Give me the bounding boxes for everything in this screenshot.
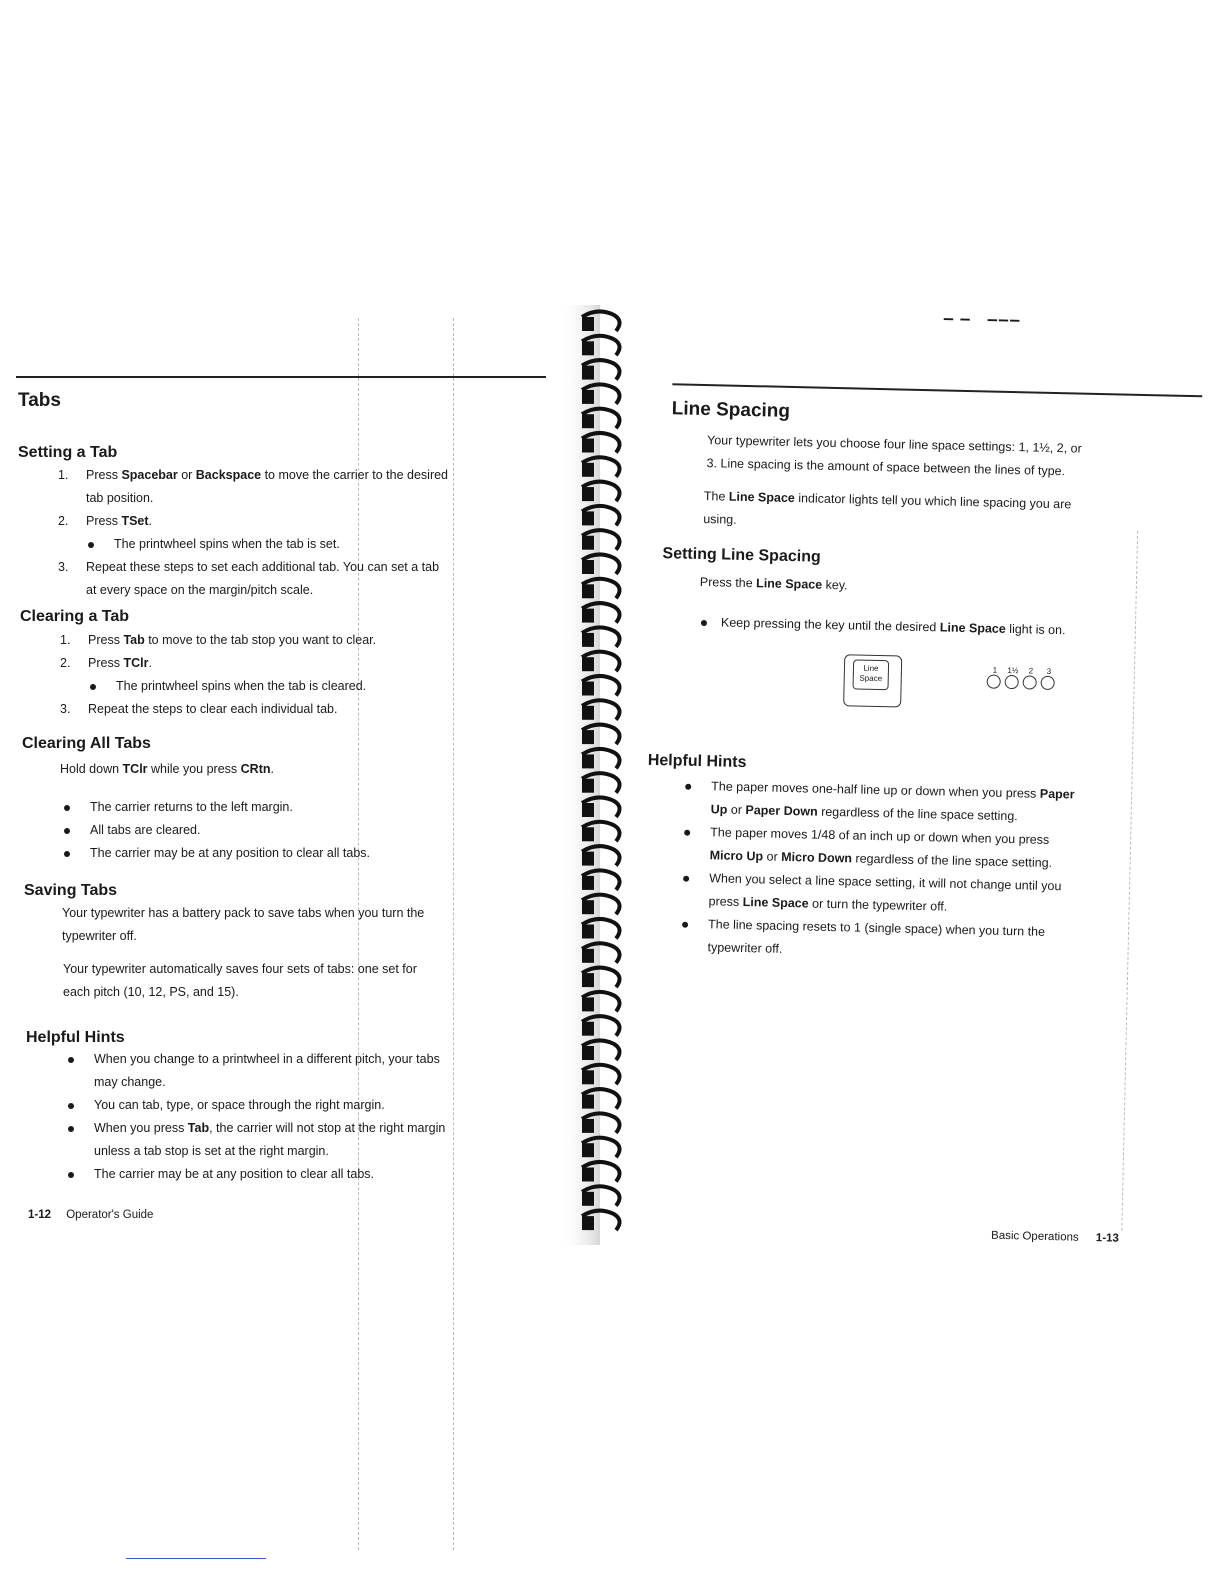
left-title-rule: [16, 376, 546, 378]
left-hint-item: You can tab, type, or space through the right margin.: [94, 1094, 564, 1117]
right-hints-list: [707, 775, 1181, 970]
bottom-underline: [126, 1558, 266, 1559]
binding-hole: [584, 586, 592, 596]
binding-hole: [584, 343, 592, 353]
line-space-indicator-lights: [986, 665, 1060, 690]
line-spacing-intro: Your typewriter lets you choose four line space settings: 1, 1½, 2, or 3. Line spacing is the amount of space between the lines of type.: [706, 433, 1082, 479]
setting-step-3: 3. Repeat these steps to set each additional tab. You can set a tab at every space on the margin/pitch scale.: [58, 560, 440, 597]
clearing-all-heading: Clearing All Tabs: [22, 735, 151, 752]
setting-tab-heading: Setting a Tab: [18, 444, 118, 461]
binding-hole: [584, 416, 592, 426]
binding-hole: [584, 1194, 592, 1204]
binding-hole: [584, 1218, 592, 1228]
setting-line-spacing-heading: Setting Line Spacing: [662, 545, 821, 566]
left-footer-label: Operator's Guide: [66, 1209, 154, 1221]
left-hints-heading: Helpful Hints: [26, 1029, 125, 1046]
left-hint-item: The carrier may be at any position to clear all tabs.: [94, 1163, 564, 1186]
binding-hole: [584, 1145, 592, 1155]
indicator-led: [1023, 675, 1037, 689]
right-hint-item: The paper moves one-half line up or down when you press Paper Up or Paper Down regardless of the line space setting.: [710, 775, 1181, 832]
binding-hole: [584, 829, 592, 839]
setting-line-spacing-bullet: Keep pressing the key until the desired Line Space light is on.: [701, 611, 1066, 642]
indicator-label-1-5: 1½: [1007, 665, 1019, 676]
clearing-all-intro: Hold down TClr while you press CRtn.: [60, 762, 274, 776]
indicator-label-3: 3: [1046, 666, 1052, 676]
binding-hole: [584, 392, 592, 402]
right-footer-label: Basic Operations: [990, 1229, 1079, 1244]
clearing-all-bullet: The carrier returns to the left margin.: [90, 796, 550, 819]
binding-hole: [584, 902, 592, 912]
binding-hole: [584, 951, 592, 961]
setting-step-1: 1. Press Spacebar or Backspace to move the carrier to the desired tab position.: [58, 468, 449, 505]
clearing-tab-steps: [60, 629, 558, 721]
binding-hole: [584, 465, 592, 475]
setting-line-spacing-text: Press the Line Space key.: [699, 574, 848, 593]
binding-hole: [584, 538, 592, 548]
saving-tabs-paragraph-1: Your typewriter has a battery pack to save tabs when you turn the typewriter off.: [62, 906, 425, 943]
binding-hole: [584, 611, 592, 621]
binding-hole: [584, 781, 592, 791]
binding-hole: [584, 805, 592, 815]
right-title-rule: [672, 383, 1202, 397]
binding-hole: [584, 635, 592, 645]
left-hints-list: [94, 1048, 564, 1186]
binding-hole: [584, 684, 592, 694]
binding-hole: [584, 999, 592, 1009]
binding-hole: [584, 854, 592, 864]
binding-hole: [584, 319, 592, 329]
binding-hole: [584, 756, 592, 766]
clearing-step-2-bullet: The printwheel spins when the tab is cleared.: [88, 675, 558, 698]
binding-hole: [584, 708, 592, 718]
binding-hole: [584, 1072, 592, 1082]
binding-hole: [584, 1048, 592, 1058]
saving-tabs-paragraph-2: Your typewriter automatically saves four sets of tabs: one set for each pitch (10, 12, PS, and 15).: [63, 962, 417, 999]
binding-hole: [584, 513, 592, 523]
binding-hole: [584, 975, 592, 985]
clearing-tab-heading: Clearing a Tab: [20, 608, 130, 625]
left-page-number: 1-12: [28, 1209, 52, 1221]
clearing-all-bullets: [90, 796, 550, 865]
setting-step-2-bullet: The printwheel spins when the tab is set.: [86, 533, 556, 556]
binding-hole: [584, 441, 592, 451]
setting-step-2: 2. Press TSet.: [58, 514, 153, 528]
indicator-led: [1005, 675, 1019, 689]
binding-hole: [584, 489, 592, 499]
indicator-led: [987, 674, 1001, 688]
line-spacing-indicator-paragraph: The Line Space indicator lights tell you which line spacing you are using.: [703, 489, 1072, 527]
binding-hole: [584, 368, 592, 378]
binding-hole: [584, 927, 592, 937]
line-space-key-illustration: [843, 654, 902, 707]
left-hint-item: When you press Tab, the carrier will not stop at the right margin unless a tab stop is set at the right margin.: [94, 1117, 564, 1163]
binding-hole: [584, 1024, 592, 1034]
indicator-led: [1041, 676, 1055, 690]
right-hint-item: The line spacing resets to 1 (single space) when you turn the typewriter off.: [707, 913, 1178, 970]
indicator-label-2: 2: [1028, 666, 1034, 676]
indicator-leds: [986, 674, 1059, 690]
top-decoration: ▔ ▔ ▔▔▔: [943, 318, 1022, 335]
clearing-all-bullet: The carrier may be at any position to clear all tabs.: [90, 842, 550, 865]
right-page-title: Line Spacing: [671, 398, 791, 422]
clearing-step-3: 3. Repeat the steps to clear each individual tab.: [60, 702, 338, 716]
clearing-all-bullet: All tabs are cleared.: [90, 819, 550, 842]
binding-hole: [584, 732, 592, 742]
right-hint-item: When you select a line space setting, it will not change until you press Line Space or turn the typewriter off.: [708, 867, 1179, 924]
left-footer: [28, 1209, 153, 1221]
saving-tabs-heading: Saving Tabs: [24, 882, 118, 899]
binding-hole: [584, 1170, 592, 1180]
right-page-number: 1-13: [1095, 1232, 1120, 1245]
left-page-title: Tabs: [18, 390, 61, 411]
spiral-rings: [560, 305, 660, 1245]
binding-hole: [584, 1097, 592, 1107]
binding-hole: [584, 1121, 592, 1131]
right-hints-heading: Helpful Hints: [647, 751, 747, 772]
setting-tab-steps: [58, 464, 556, 602]
right-footer: [991, 1230, 1119, 1245]
line-space-key-cap: Line Space: [852, 659, 889, 690]
clearing-step-1: 1. Press Tab to move to the tab stop you want to clear.: [60, 633, 377, 647]
right-hint-item: The paper moves 1/48 of an inch up or down when you press Micro Up or Micro Down regardless of the line space setting.: [709, 821, 1180, 878]
left-hint-item: When you change to a printwheel in a different pitch, your tabs may change.: [94, 1048, 564, 1094]
indicator-label-1: 1: [992, 665, 998, 675]
clearing-step-2: 2. Press TClr.: [60, 656, 152, 670]
binding-hole: [584, 878, 592, 888]
binding-hole: [584, 659, 592, 669]
binding-hole: [584, 562, 592, 572]
